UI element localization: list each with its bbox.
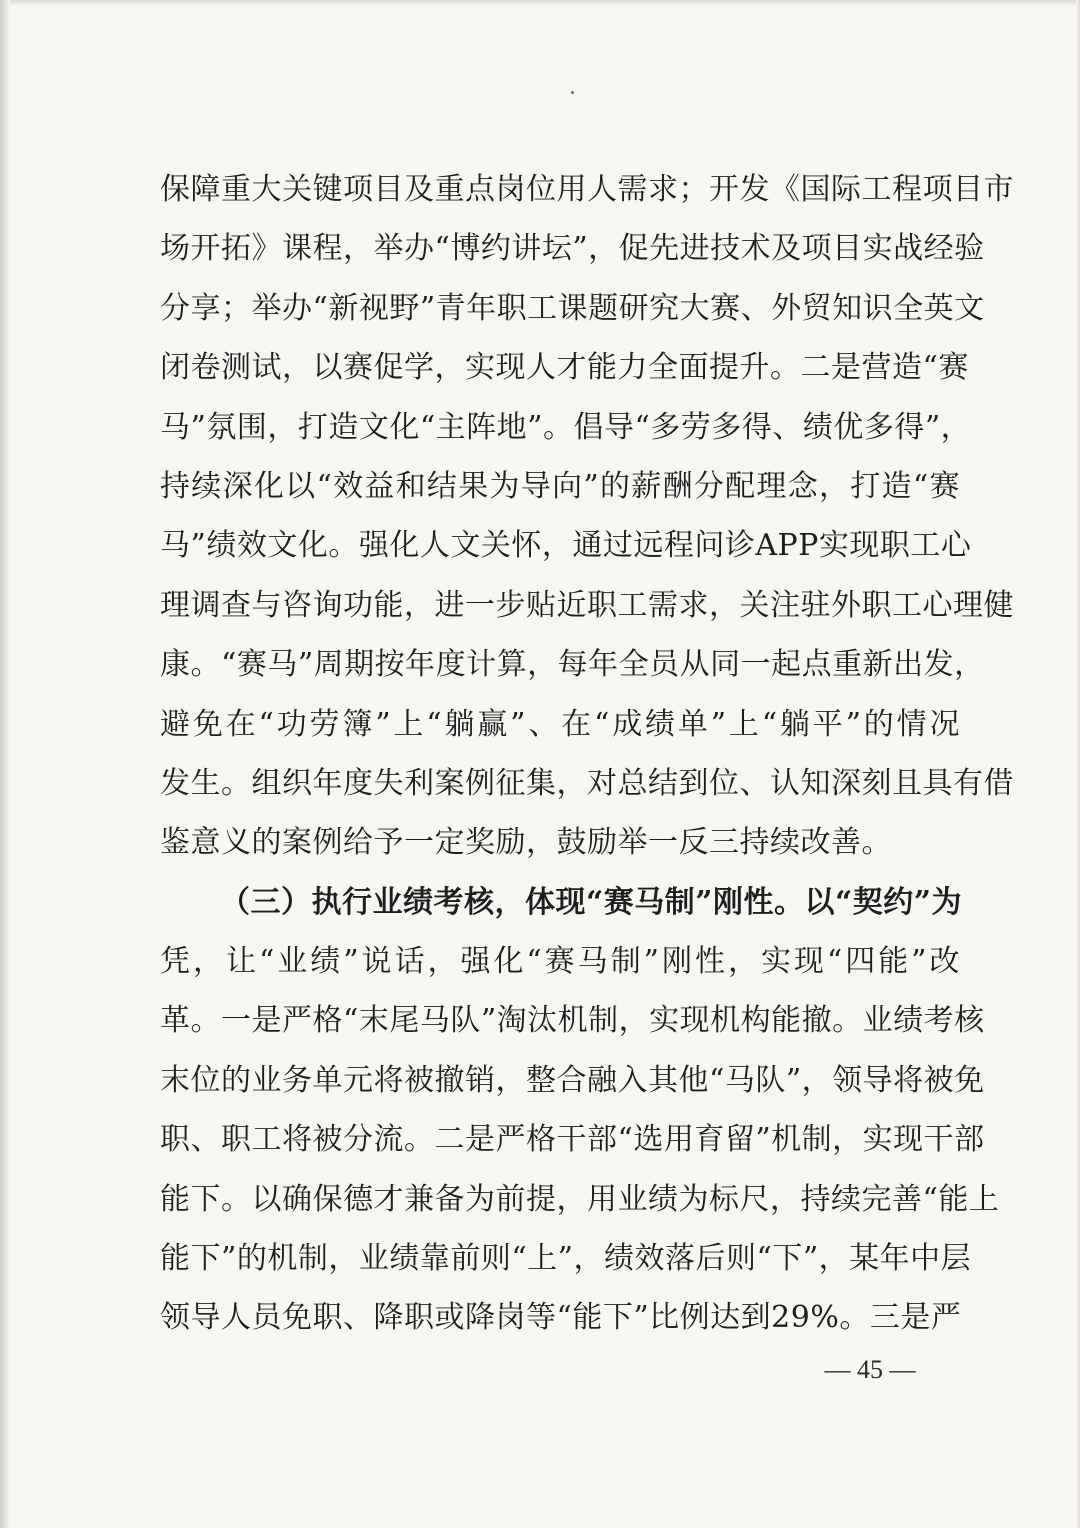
text-line: 职、职工将被分流。二是严格干部“选用育留”机制，实现干部 [160, 1122, 985, 1158]
text-line: 发生。组织年度失利案例征集，对总结到位、认知深刻且具有借 [160, 765, 1014, 801]
scan-edge-top [0, 0, 1080, 6]
scan-edge-left [0, 0, 10, 1528]
text-line: 场开拓》课程，举办“博约讲坛”，促先进技术及项目实战经验 [160, 231, 985, 267]
text-line: 分享；举办“新视野”青年职工课题研究大赛、外贸知识全英文 [160, 290, 985, 326]
scan-speck [571, 91, 574, 94]
text-line: 能下。以确保德才兼备为前提，用业绩为标尺，持续完善“能上 [160, 1181, 1000, 1217]
text-line: 领导人员免职、降职或降岗等“能下”比例达到29%。三是严 [160, 1300, 962, 1336]
text-line: 马”绩效文化。强化人文关怀，通过远程问诊APP实现职工心 [160, 528, 972, 564]
text-line: 鉴意义的案例给予一定奖励，鼓励举一反三持续改善。 [160, 825, 892, 861]
text-line: 持续深化以“效益和结果为导向”的薪酬分配理念，打造“赛 [160, 468, 960, 504]
text-line: 康。“赛马”周期按年度计算，每年全员从同一起点重新出发， [160, 647, 985, 683]
text-line: 闭卷测试，以赛促学，实现人才能力全面提升。二是营造“赛 [160, 350, 969, 386]
text-line: 革。一是严格“末尾马队”淘汰机制，实现机构能撤。业绩考核 [160, 1003, 985, 1039]
body-text [160, 160, 1014, 1348]
scan-edge-right [1076, 0, 1080, 1528]
section-heading-line: （三）执行业绩考核，体现“赛马制”刚性。以“契约”为 [220, 884, 963, 920]
text-line: 理调查与咨询功能，进一步贴近职工需求，关注驻外职工心理健 [160, 587, 1014, 623]
text-line: 凭，让“业绩”说话，强化“赛马制”刚性，实现“四能”改 [160, 944, 960, 980]
page-number: — 45 — [824, 1355, 916, 1384]
text-line: 避免在“功劳簿”上“躺赢”、在“成绩单”上“躺平”的情况 [160, 706, 960, 742]
text-line: 末位的业务单元将被撤销，整合融入其他“马队”，领导将被免 [160, 1062, 985, 1098]
text-line: 保障重大关键项目及重点岗位用人需求；开发《国际工程项目市 [160, 172, 1014, 207]
text-line: 马”氛围，打造文化“主阵地”。倡导“多劳多得、绩优多得”， [160, 409, 972, 445]
text-line: 能下”的机制，业绩靠前则“上”，绩效落后则“下”，某年中层 [160, 1241, 972, 1277]
